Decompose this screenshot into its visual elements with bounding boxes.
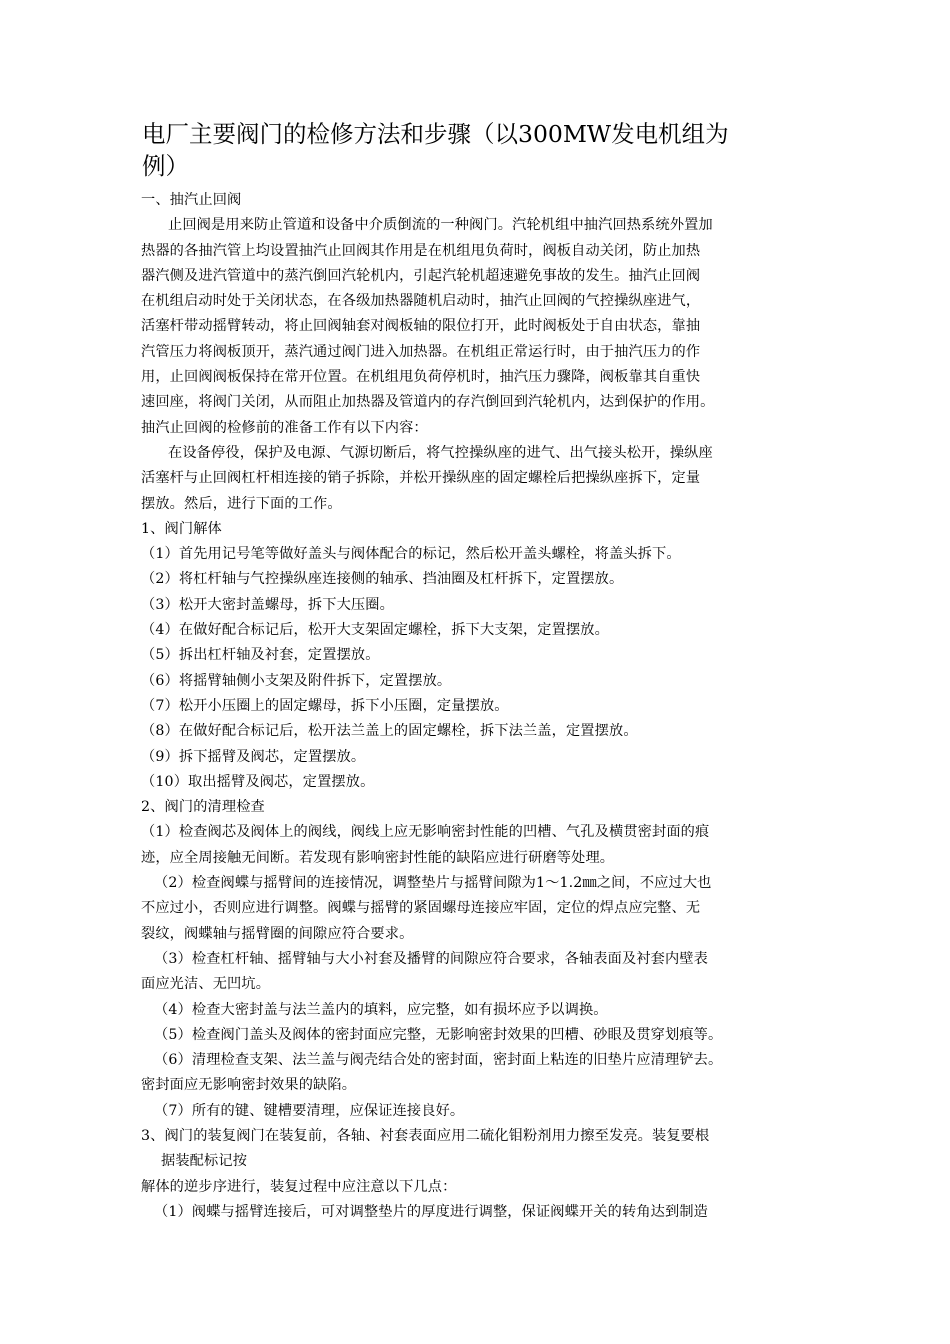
text-line: 1、阀门解体 xyxy=(141,520,222,537)
text-line: 解体的逆步序进行，装复过程中应注意以下几点： xyxy=(141,1178,457,1195)
text-line: 器汽侧及进汽管道中的蒸汽倒回汽轮机内，引起汽轮机超速避免事故的发生。抽汽止回阀 xyxy=(141,267,701,284)
text-line: （7）松开小压圈上的固定螺母，拆下小压圈，定量摆放。 xyxy=(141,697,509,714)
text-line: 据装配标记按 xyxy=(161,1153,248,1170)
text-line: （6）清理检查支架、法兰盖与阀壳结合处的密封面，密封面上粘连的旧垫片应清理铲去。 xyxy=(154,1052,723,1069)
text-line: 裂纹，阀蝶轴与摇臂圈的间隙应符合要求。 xyxy=(141,925,414,942)
document-title xyxy=(142,118,842,182)
text-line: （1）阀蝶与摇臂连接后，可对调整垫片的厚度进行调整，保证阀蝶开关的转角达到制造 xyxy=(154,1203,709,1220)
text-line: 面应光洁、无凹坑。 xyxy=(141,976,271,993)
text-line: （6）将摇臂轴侧小支架及附件拆下，定置摆放。 xyxy=(141,672,452,689)
text-line: 止回阀是用来防止管道和设备中介质倒流的一种阀门。汽轮机组中抽汽回热系统外置加 xyxy=(168,217,713,234)
text-line: 热器的各抽汽管上均设置抽汽止回阀其作用是在机组甩负荷时，阀板自动关闭，防止加热 xyxy=(141,242,701,259)
document-body xyxy=(141,188,821,1225)
text-line: （8）在做好配合标记后，松开法兰盖上的固定螺栓，拆下法兰盖，定置摆放。 xyxy=(141,723,638,740)
text-line: （7）所有的键、键槽要清理，应保证连接良好。 xyxy=(154,1102,465,1119)
title-line-1: 电厂主要阀门的检修方法和步骤（以300MW发电机组为 xyxy=(142,120,729,148)
text-line: 密封面应无影响密封效果的缺陷。 xyxy=(141,1077,357,1094)
text-line: 3、阀门的装复阀门在装复前，各轴、衬套表面应用二硫化钼粉剂用力擦至发亮。装复要根 xyxy=(141,1127,710,1144)
text-line: （5）拆出杠杆轴及衬套，定置摆放。 xyxy=(141,647,380,664)
text-line: 一、抽汽止回阀 xyxy=(141,192,242,208)
text-line: 活塞杆带动摇臂转动，将止回阀轴套对阀板轴的限位打开，此时阀板处于自由状态，靠抽 xyxy=(141,318,701,335)
text-line: 速回座，将阀门关闭，从而阻止加热器及管道内的存汽倒回到汽轮机内，达到保护的作用。 xyxy=(141,394,715,411)
text-line: 活塞杆与止回阀杠杆相连接的销子拆除，并松开操纵座的固定螺栓后把操纵座拆下，定量 xyxy=(141,470,701,487)
text-line: （3）松开大密封盖螺母，拆下大压圈。 xyxy=(141,596,394,613)
text-line: 在设备停役，保护及电源、气源切断后，将气控操纵座的进气、出气接头松开，操纵座 xyxy=(168,444,713,461)
title-line-2: 例） xyxy=(142,152,189,180)
text-line: （1）首先用记号笔等做好盖头与阀体配合的标记，然后松开盖头螺栓，将盖头拆下。 xyxy=(141,546,681,563)
text-line: 2、阀门的清理检查 xyxy=(141,799,265,816)
text-line: （2）将杠杆轴与气控操纵座连接侧的轴承、挡油圈及杠杆拆下，定置摆放。 xyxy=(141,571,624,588)
text-line: （1）检查阀芯及阀体上的阀线，阀线上应无影响密封性能的凹槽、气孔及横贯密封面的痕 xyxy=(141,824,710,841)
text-line: 摆放。然后，进行下面的工作。 xyxy=(141,495,342,512)
text-line: 不应过小，否则应进行调整。阀蝶与摇臂的紧固螺母连接应牢固，定位的焊点应完整、无 xyxy=(141,900,701,917)
text-line: （5）检查阀门盖头及阀体的密封面应完整，无影响密封效果的凹槽、砂眼及贯穿划痕等。 xyxy=(154,1026,723,1043)
text-line: 汽管压力将阀板顶开，蒸汽通过阀门进入加热器。在机组正常运行时，由于抽汽压力的作 xyxy=(141,343,701,360)
text-line: （10）取出摇臂及阀芯，定置摆放。 xyxy=(141,773,375,790)
text-line: （2）检查阀蝶与摇臂间的连接情况，调整垫片与摇臂间隙为1～1.2㎜之间，不应过大也 xyxy=(154,875,712,892)
text-line: 在机组启动时处于关闭状态，在各级加热器随机启动时，抽汽止回阀的气控操纵座进气， xyxy=(141,293,701,310)
text-line: 用，止回阀阀板保持在常开位置。在机组甩负荷停机时，抽汽压力骤降，阀板靠其自重快 xyxy=(141,369,701,386)
text-line: （4）检查大密封盖与法兰盖内的填料，应完整，如有损坏应予以调换。 xyxy=(154,1001,608,1018)
text-line: （4）在做好配合标记后，松开大支架固定螺栓，拆下大支架，定置摆放。 xyxy=(141,622,609,639)
text-line: （3）检查杠杆轴、摇臂轴与大小衬套及播臂的间隙应符合要求，各轴表面及衬套内壁表 xyxy=(154,950,709,967)
text-line: （9）拆下摇臂及阀芯，定置摆放。 xyxy=(141,748,366,765)
text-line: 迹，应全周接触无间断。若发现有影响密封性能的缺陷应进行研磨等处理。 xyxy=(141,849,615,866)
text-line: 抽汽止回阀的检修前的准备工作有以下内容： xyxy=(141,419,428,436)
